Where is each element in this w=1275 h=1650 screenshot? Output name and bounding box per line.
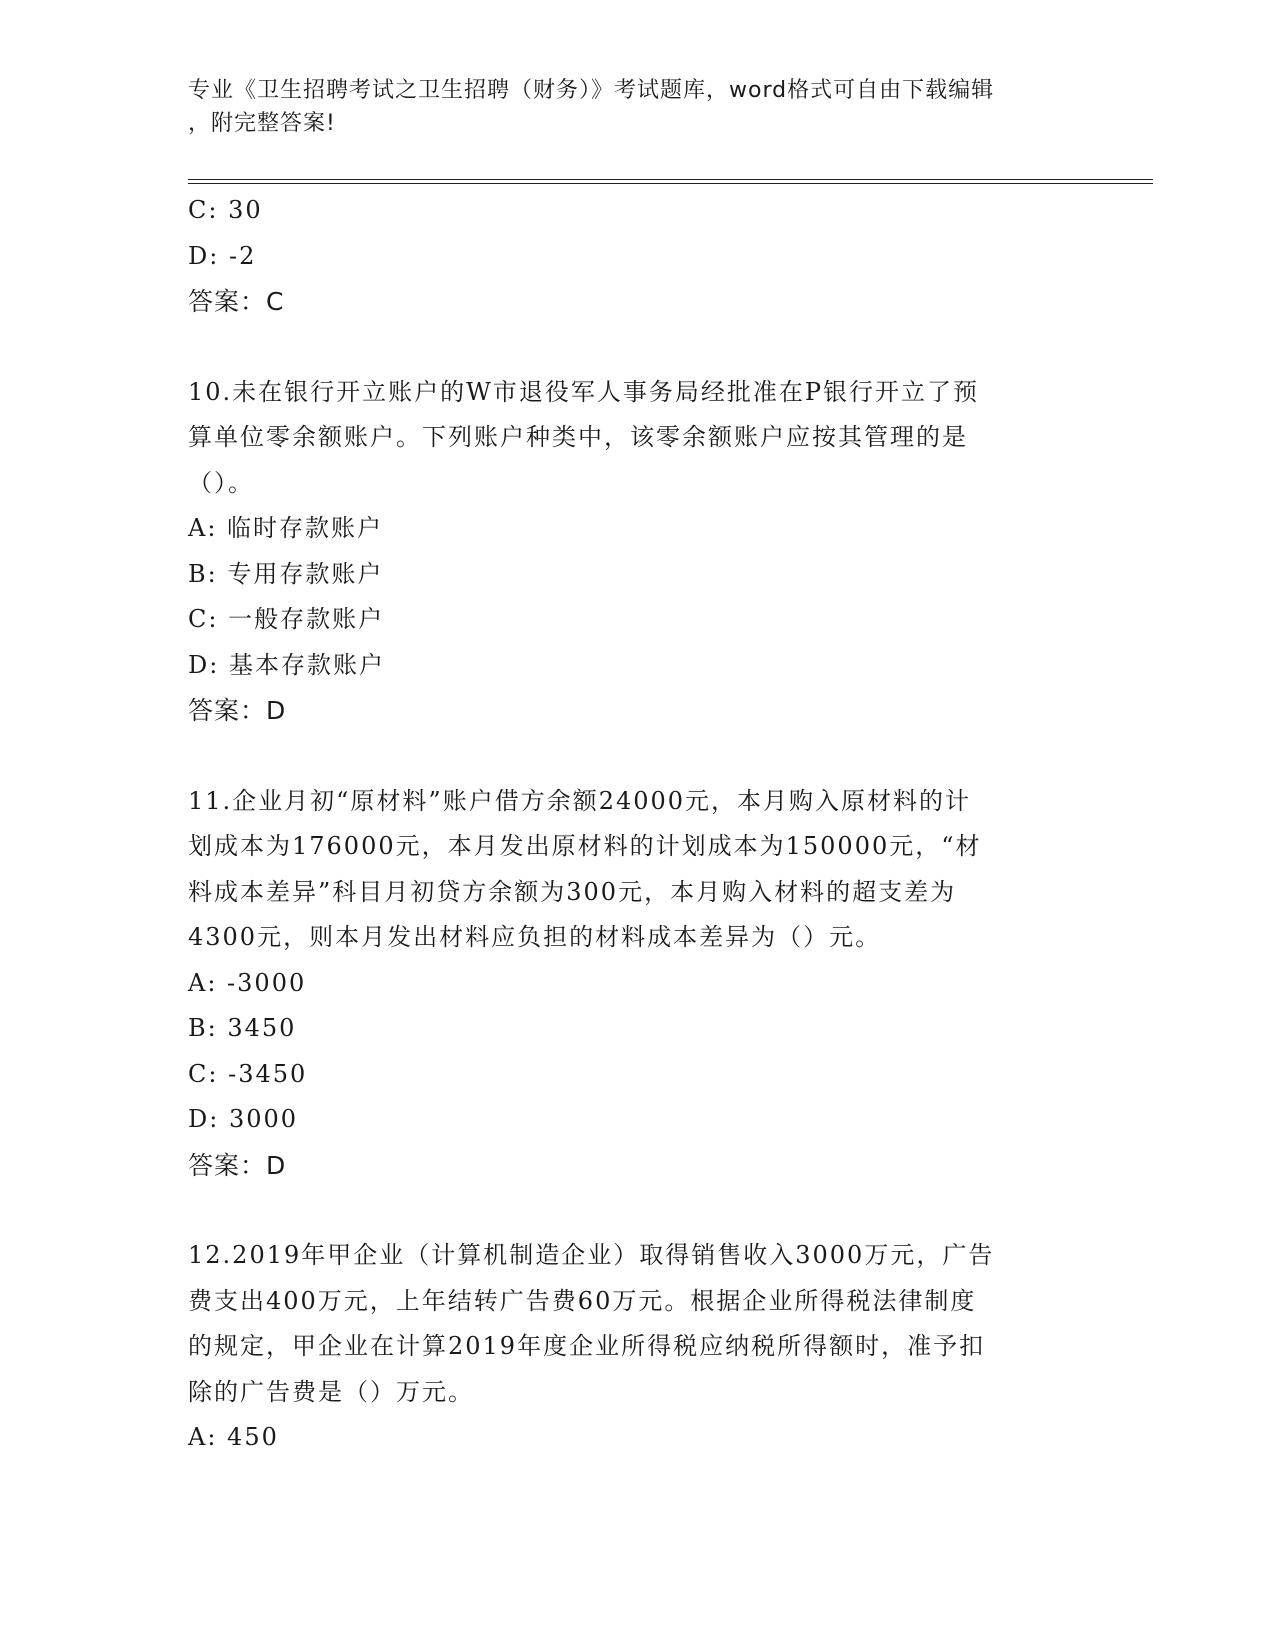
header-rule-bottom (188, 183, 1153, 184)
question-text-line: （）。 (188, 468, 254, 497)
answer-label: 答案：D (188, 1150, 287, 1180)
option-b: B: 3450 (188, 1014, 297, 1042)
option-b: B: 专用存款账户 (188, 559, 384, 588)
header-rule-top (188, 179, 1153, 180)
question-text-line: 4300元，则本月发出材料应负担的材料成本差异为（）元。 (188, 923, 882, 951)
header-line-1: 专业《卫生招聘考试之卫生招聘（财务）》考试题库，word格式可自由下载编辑 (188, 78, 995, 103)
question-content (188, 188, 1078, 1461)
option-a: A: -3000 (188, 968, 307, 997)
question-12 (188, 1233, 1078, 1461)
option-a: A: 450 (188, 1423, 279, 1451)
question-text-line: 的规定，甲企业在计算2019年度企业所得税应纳税所得额时，准予扣 (188, 1332, 986, 1360)
question-text-line: 算单位零余额账户。下列账户种类中，该零余额账户应按其管理的是 (188, 423, 968, 451)
prev-question (188, 188, 1078, 325)
option-d: D: -2 (188, 241, 257, 270)
page-header (188, 74, 1088, 140)
question-text-line: 除的广告费是（）万元。 (188, 1377, 474, 1406)
option-d: D: 3000 (188, 1105, 299, 1133)
answer-label: 答案：D (188, 696, 287, 725)
header-line-2: ，附完整答案! (188, 111, 336, 136)
question-11 (188, 779, 1078, 1189)
question-text-line: 料成本差异”科目月初贷方余额为300元，本月购入材料的超支差为 (188, 877, 957, 906)
option-c: C: 30 (188, 196, 263, 224)
answer-label: 答案：C (188, 287, 285, 316)
question-10 (188, 370, 1078, 734)
question-text-line: 划成本为176000元，本月发出原材料的计划成本为150000元，“材 (188, 832, 982, 860)
question-text-line: 费支出400万元，上年结转广告费60万元。根据企业所得税法律制度 (188, 1286, 977, 1315)
question-text-line: 10.未在银行开立账户的W市退役军人事务局经批准在P银行开立了预 (188, 377, 979, 406)
question-text-line: 12.2019年甲企业（计算机制造企业）取得销售收入3000万元，广告 (188, 1241, 995, 1269)
option-c: C: 一般存款账户 (188, 605, 385, 633)
question-text-line: 11.企业月初“原材料”账户借方余额24000元，本月购入原材料的计 (188, 786, 972, 815)
option-d: D: 基本存款账户 (188, 650, 385, 679)
option-a: A: 临时存款账户 (188, 514, 384, 542)
option-c: C: -3450 (188, 1059, 308, 1088)
